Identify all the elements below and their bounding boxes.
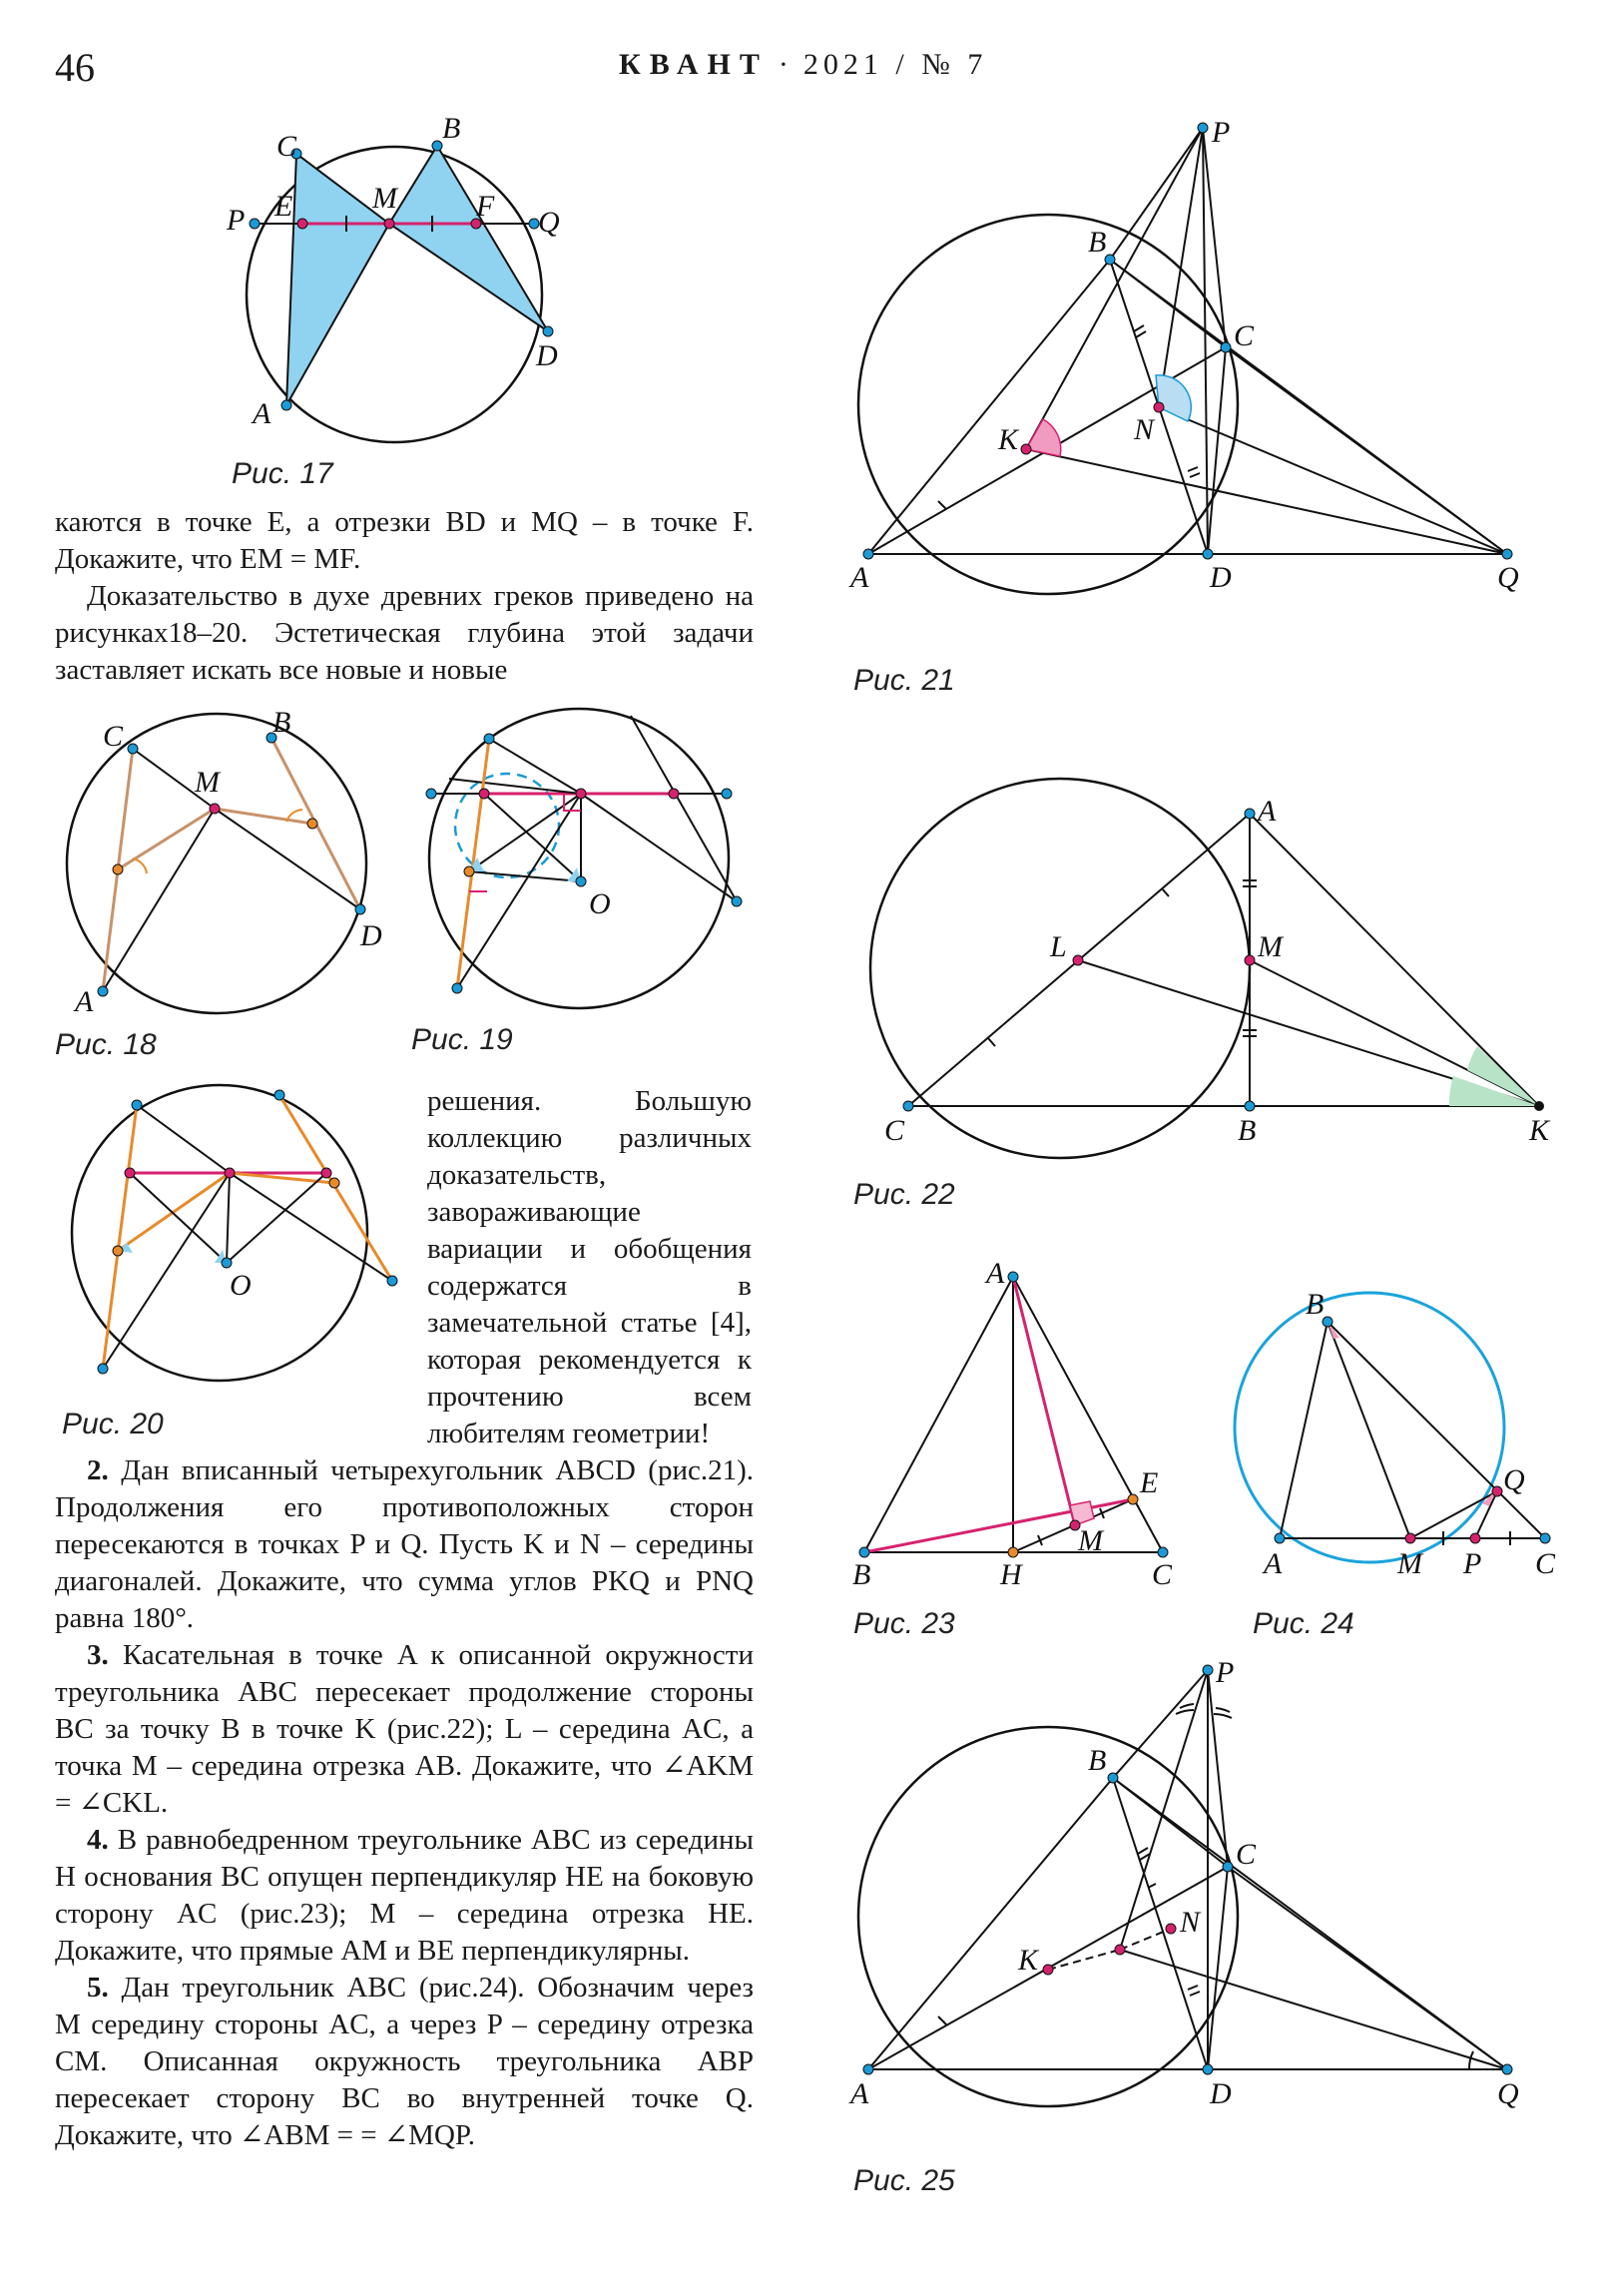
- label-A: A: [75, 985, 94, 1018]
- journal-title: КВАНТ · 2021 / № 7: [619, 48, 988, 81]
- problem-5-text: Дан треугольник ABC (рис.24). Обозначим через M середину стороны AC, а через P – середину отрезка CM. Описанная окружность треугольника ABP пересекает сторону BC во внутренней точке Q. Докажите, что ∠ABM = = ∠MQP.: [55, 1972, 755, 2151]
- side-text: [427, 1083, 752, 1452]
- page-header: [0, 44, 1597, 104]
- problem-5: [55, 1970, 754, 2154]
- intro-paragraph-2: Доказательство в духе древних греков приведено на рисунках18–20. Эстетическая глубина этой задачи заставляет искать все новые и новые: [55, 580, 754, 686]
- label-A: A: [850, 561, 869, 594]
- problem-3-number: 3.: [87, 1639, 109, 1671]
- label-M: M: [372, 182, 397, 215]
- label-A: A: [1264, 1547, 1283, 1580]
- figure-19: [409, 704, 754, 1013]
- label-Q: Q: [1503, 1463, 1525, 1496]
- figure-24: [1228, 1278, 1567, 1597]
- label-E: E: [1140, 1466, 1159, 1499]
- caption-fig23: Рис. 23: [853, 1607, 955, 1640]
- label-B: B: [272, 706, 291, 739]
- label-C: C: [1152, 1558, 1173, 1591]
- label-L: L: [1050, 930, 1067, 963]
- label-B: B: [442, 112, 461, 145]
- figure-25: [838, 1652, 1537, 2121]
- journal-issue: 2021 / № 7: [802, 48, 988, 81]
- intro-paragraph-1: каются в точке E, а отрезки BD и MQ – в точке F. Докажите, что EM = MF.: [55, 506, 754, 575]
- label-A: A: [253, 397, 271, 430]
- label-C: C: [1236, 1838, 1257, 1871]
- label-Q: Q: [538, 206, 560, 239]
- label-A: A: [850, 2077, 869, 2110]
- label-H: H: [1000, 1558, 1022, 1591]
- label-A: A: [1258, 795, 1277, 828]
- label-C: C: [276, 130, 297, 163]
- label-D: D: [1210, 2077, 1232, 2110]
- page-number: 46: [55, 45, 95, 90]
- label-Q: Q: [1497, 561, 1519, 594]
- label-K: K: [1018, 1944, 1039, 1977]
- label-P: P: [1216, 1656, 1235, 1689]
- label-M: M: [1078, 1524, 1103, 1557]
- label-O: O: [589, 887, 611, 920]
- problem-3: [55, 1637, 754, 1822]
- label-M: M: [1258, 930, 1283, 963]
- label-A: A: [986, 1257, 1005, 1290]
- label-Q: Q: [1497, 2077, 1519, 2110]
- label-C: C: [1535, 1547, 1556, 1580]
- intro-text: [55, 504, 754, 689]
- problem-2-text: Дан вписанный четырехугольник ABCD (рис.21). Продолжения его противоположных сторон пересекаются в точках P и Q. Пусть K и N – середины диагоналей. Докажите, что сумма углов PKQ и PNQ равна 180°.: [55, 1454, 755, 1634]
- label-C: C: [884, 1114, 905, 1147]
- figure-18: [55, 706, 394, 1023]
- figure-17: [215, 112, 574, 449]
- label-B: B: [852, 1558, 871, 1591]
- caption-fig25: Рис. 25: [853, 2164, 955, 2197]
- problem-4-number: 4.: [87, 1824, 109, 1856]
- problem-5-number: 5.: [87, 1972, 109, 2004]
- caption-fig17: Рис. 17: [232, 457, 333, 490]
- label-M: M: [1397, 1547, 1422, 1580]
- label-D: D: [360, 919, 382, 952]
- label-D: D: [536, 339, 558, 372]
- problems-text: [55, 1452, 754, 2154]
- label-P: P: [227, 204, 246, 237]
- label-N: N: [1134, 413, 1155, 446]
- label-B: B: [1238, 1114, 1257, 1147]
- label-B: B: [1088, 1744, 1107, 1777]
- label-K: K: [1529, 1114, 1550, 1147]
- label-P: P: [1212, 116, 1231, 149]
- label-N: N: [1180, 1906, 1201, 1939]
- label-E: E: [274, 190, 293, 223]
- label-B: B: [1088, 226, 1107, 259]
- label-K: K: [998, 423, 1019, 456]
- label-P: P: [1463, 1547, 1482, 1580]
- label-F: F: [476, 190, 495, 223]
- problem-2-number: 2.: [87, 1454, 109, 1486]
- journal-name: КВАНТ: [619, 48, 769, 81]
- caption-fig24: Рис. 24: [1253, 1607, 1354, 1640]
- caption-fig18: Рис. 18: [55, 1028, 157, 1061]
- label-B: B: [1306, 1288, 1325, 1321]
- caption-fig20: Рис. 20: [62, 1408, 164, 1440]
- problem-4-text: В равнобедренном треугольнике ABC из середины H основания BC опущен перпендикуляр HE на боковую сторону AC (рис.23); M – середина отрезка HE. Докажите, что прямые AM и BE перпендикулярны.: [55, 1824, 754, 1967]
- label-C: C: [103, 720, 124, 753]
- side-paragraph: решения. Большую коллекцию различных доказательств, завораживающие вариации и обобщения содержатся в замечательной статье [4], которая рекомендуется к прочтению всем любителям геометрии!: [427, 1085, 752, 1449]
- label-O: O: [230, 1269, 252, 1302]
- problem-3-text: Касательная в точке A к описанной окружности треугольника ABC пересекает продолжение стороны BC за точку B в точке K (рис.22); L – середина AC, а точка M – середина отрезка AB. Докажите, что ∠AKM = ∠CKL.: [55, 1639, 754, 1819]
- label-D: D: [1210, 561, 1232, 594]
- label-C: C: [1234, 319, 1255, 352]
- figure-22: [838, 729, 1557, 1148]
- caption-fig19: Рис. 19: [411, 1023, 513, 1056]
- caption-fig22: Рис. 22: [853, 1178, 955, 1211]
- figure-23: [838, 1253, 1198, 1592]
- caption-fig21: Рис. 21: [853, 664, 955, 697]
- label-M: M: [195, 766, 220, 799]
- problem-2: [55, 1452, 754, 1637]
- figure-20: [55, 1083, 399, 1388]
- problem-4: [55, 1822, 754, 1970]
- figure-21: [838, 110, 1537, 609]
